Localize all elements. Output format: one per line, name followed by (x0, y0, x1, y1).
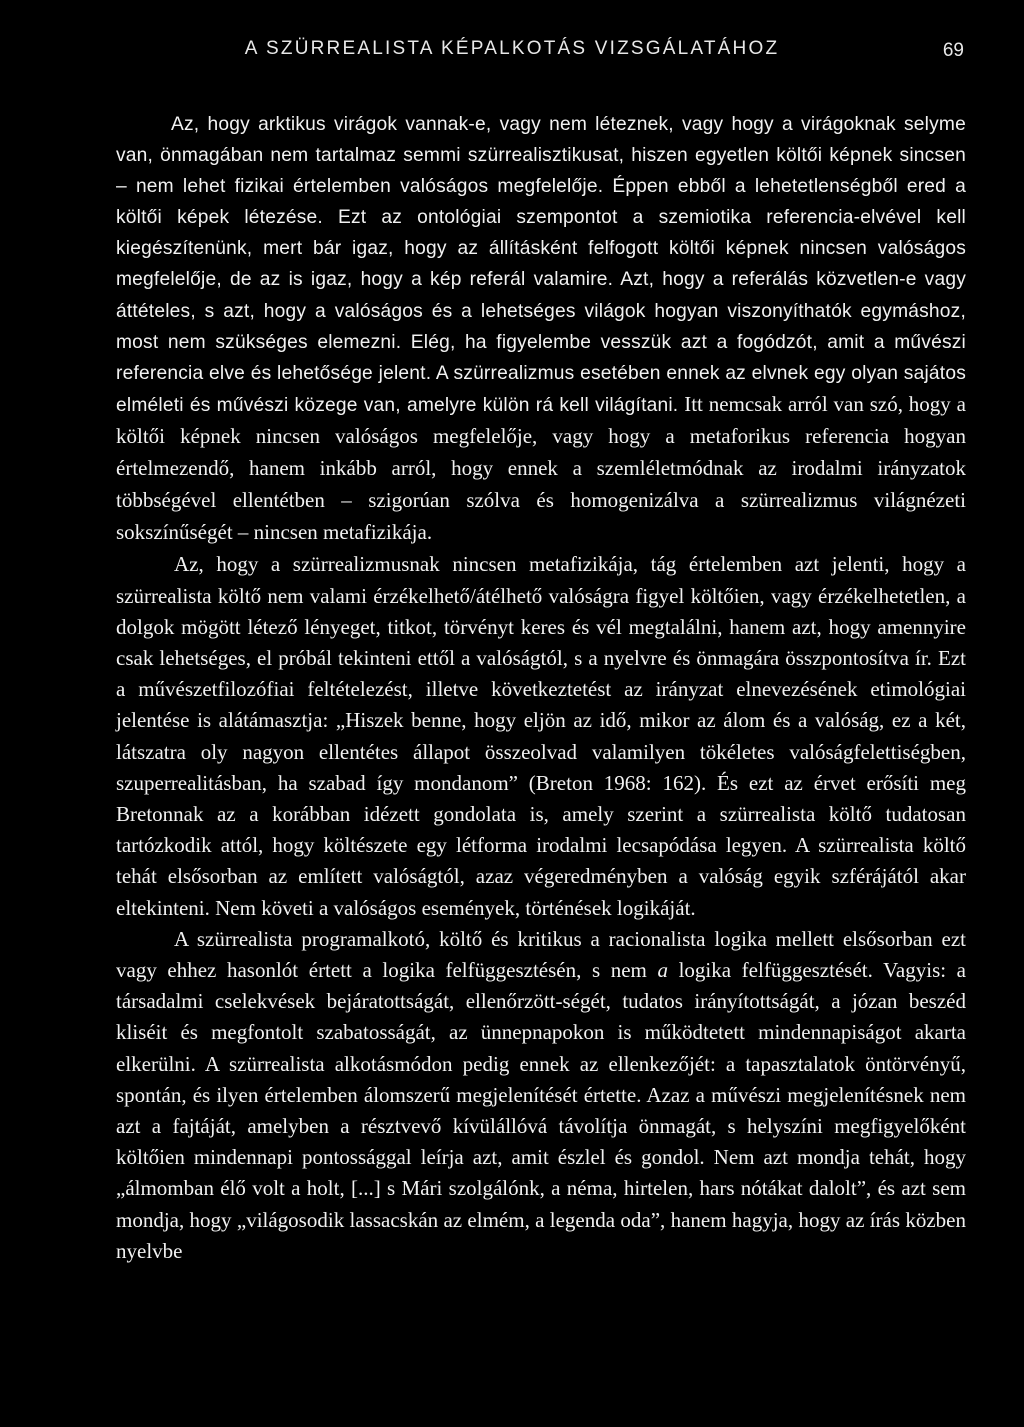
paragraph-3-before: A szürrealista programalkotó, költő és kritikus a racionalista logika mellett elsősorban ezt vagy ehhez hasonlót értett a logika felfüggesztésén, s nem (116, 926, 966, 982)
paragraph-2: Az, hogy a szürrealizmusnak nincsen metafizikája, tág értelemben azt jelenti, hogy a szürrealista költő nem valami érzékelhető/átélhető valóságra figyel költőien, vagy érzékelhetetlen, a dolgok mögött létező lényeget, titkot, törvényt keres és vél megtalálni, hanem azt, hogy amennyire csak lehetséges, el próbál tekinteni ettől a valóságtól, s a nyelvre és önmagára összpontosítva ír. Ezt a művészetfilozófiai feltételezést, illetve következtetést az irányzat elnevezésének etimológiai jelentése is alátámasztja: „Hiszek benne, hogy eljön az idő, mikor az álom és a valóság, ez a két, látszatra oly nagyon ellentétes állapot összeolvad valamilyen tökéletes valóságfelettiségben, szuperrealitásban, ha szabad így mondanom” (Breton 1968: 162). És ezt az érvet erősíti meg Bretonnak az a korábban idézett gondolata is, amely szerint a szürrealista költő tudatosan tartózkodik attól, hogy költészete egy létforma irodalmi lecsapódása legyen. A szürrealista költő tehát elsősorban az említett valóságtól, azaz végeredményben a valóság egyik szférájától akar eltekinteni. Nem követi a valóságos események, történések logikáját. (116, 552, 966, 920)
paragraph-1 (116, 109, 966, 549)
paragraph-3 (116, 924, 966, 1267)
paragraph-1-sans-part: Az, hogy arktikus virágok vannak-e, vagy nem léteznek, vagy hogy a virágoknak selyme van, önmagában nem tartalmaz semmi szürrealisztikusat, hiszen egyetlen költői képnek sincsen – nem lehet fizikai értelemben valóságos megfelelője. Éppen ebből a lehetetlenségből ered a költői képek létezése. Ezt az ontológiai szempontot a szemiotika referencia-elvével kell kiegészítenünk, mert bár igaz, hogy az állításként felfogott költői képnek nincsen valóságos megfelelője, de az is igaz, hogy a kép referál valamire. Azt, hogy a referálás közvetlen-e vagy áttételes, s azt, hogy a valóságos és a lehetséges világok hogyan viszonyíthatók egymáshoz, most nem szükséges elemezni. Elég, ha figyelembe vesszük azt a fogódzót, amit a művészi referencia elve és lehetősége jelent. A szürrealizmus esetében ennek az elvnek egy olyan sajátos elméleti és művészi közege van, amelyre külön rá kell világítani. (116, 114, 966, 416)
page-number: 69 (942, 40, 964, 61)
body-text (116, 109, 966, 1267)
paragraph-3-emphasis: a (657, 957, 668, 982)
paragraph-3-after: logika felfüggesztését. Vagyis: a társadalmi cselekvések bejáratottságát, ellenőrzött-ségét, tudatos irányítottságát, a józan beszéd kliséit és megfontolt szabatosságát, az ünnepnapokon is működtetett mindennapiságot akarta elkerülni. A szürrealista alkotásmódon pedig ennek az ellenkezőjét: a tapasztalatok öntörvényű, spontán, és ilyen értelemben álomszerű megjelenítését értette. Azaz a művészi megjelenítésnek nem azt a fajtáját, amelyben a résztvevő kívülállóvá távolítja önmagát, s helyszíni megfigyelőként költőien mindennapi pontossággal leírja azt, amit észlel és gondol. Nem azt mondja tehát, hogy „álmomban élő volt a holt, [...] s Mári szolgálónk, a néma, hirtelen, hars nótákat dalolt”, és azt sem mondja, hogy „világosodik lassacskán az elmém, a legenda oda”, hanem hagyja, hogy az írás közben nyelvbe (116, 957, 967, 1263)
page-header (0, 38, 1024, 68)
paragraph-1-serif-part: Itt nemcsak arról van szó, hogy a költői képnek nincsen valóságos megfelelője, vagy hogy a metaforikus referencia hogyan értelmezendő, hanem inkább arról, hogy ennek a szemléletmódnak az irodalmi irányzatok többségével ellentétben – szigorúan szólva és homogenizálva a szürrealizmus világnézeti sokszínűségét – nincsen metafizikája. (116, 391, 966, 545)
running-head: A SZÜRREALISTA KÉPALKOTÁS VIZSGÁLATÁHOZ (244, 38, 780, 59)
